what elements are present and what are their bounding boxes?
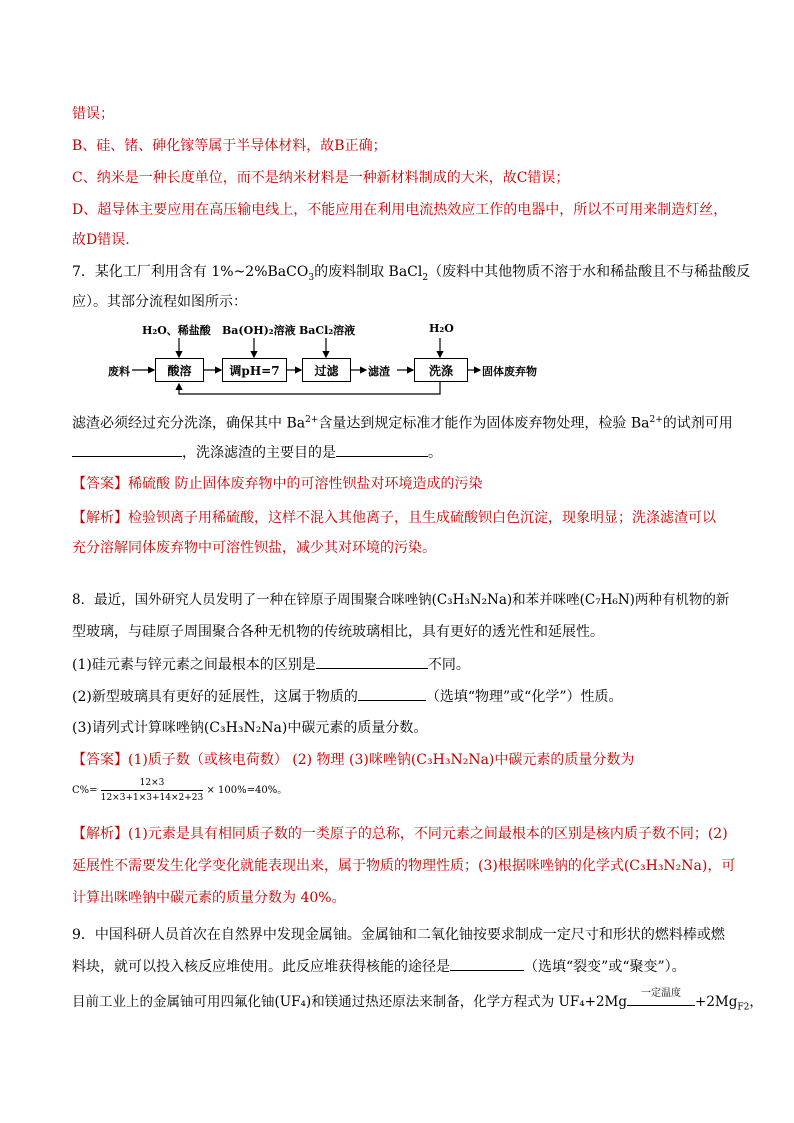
formula-rhs: × 100%=40% [206, 785, 278, 796]
q8-formula [72, 776, 287, 805]
q9-text: （选填“裂变”或“聚变”）。 [524, 959, 686, 975]
flow-add-water: H₂O [429, 322, 454, 335]
formula-numerator: 12×3 [101, 776, 204, 791]
flow-input-waste: 废料 [108, 365, 130, 378]
q9-line-1: 9．中国科研人员首次在自然界中发现金属铀。金属铀和二氧化铀按要求制成一定尺寸和形状的燃料棒或燃 [72, 927, 725, 943]
flow-add-bacl2: BaCl₂溶液 [299, 324, 356, 337]
q7-text: ，洗涤滤渣的主要目的是 [182, 445, 336, 461]
subscript: 3 [308, 272, 315, 283]
prev-line-d2: 故D错误. [72, 232, 130, 248]
answer-blank [316, 654, 428, 669]
formula-denominator: 12×3+1×3+14×2+23 [100, 793, 204, 803]
analysis-tag: 【解析】 [72, 826, 128, 842]
reaction-arrow [627, 988, 695, 1006]
answer-blank [72, 442, 182, 457]
q7-line-2: 应）。其部分流程如图所示： [72, 294, 247, 310]
flow-box-filter: 过滤 [302, 358, 351, 382]
q8-text: (1)硅元素与锌元素之间最根本的区别是 [72, 657, 316, 673]
q9-text: ， [749, 994, 763, 1010]
q7-text: 。 [428, 445, 442, 461]
q8-text: （选填“物理”或“化学”）性质。 [425, 689, 623, 705]
q7-line-3 [72, 410, 733, 434]
flow-box-adjust-ph: 调pH=7 [222, 358, 287, 382]
q9-text: 目前工业上的金属铀可用四氟化铀(UF₄)和镁通过热还原法来制备，化学方程式为 UF₄+2Mg [72, 994, 628, 1010]
prev-line-b: B、硅、锗、砷化镓等属于半导体材料，故B正确； [72, 138, 387, 154]
q8-answer [72, 750, 634, 770]
subscript: F2 [737, 1002, 750, 1013]
superscript: 2+ [649, 415, 663, 425]
q8-analysis-3: 计算出咪唑钠中碳元素的质量分数为 40%。 [72, 890, 346, 906]
q8-analysis-1 [72, 824, 728, 844]
q8-sub-1 [72, 654, 470, 675]
q7-line-1 [72, 262, 750, 288]
q7-line-4 [72, 442, 442, 463]
q7-text: 滤渣必须经过充分洗涤，确保其中 Ba [72, 415, 306, 432]
flow-box-wash: 洗涤 [414, 358, 468, 382]
prev-line-1: 错误； [72, 106, 114, 122]
subscript: 2 [422, 272, 429, 283]
q7-text: 7．某化工厂利用含有 1%~2%BaCO [72, 264, 309, 280]
flow-box-acid-dissolve: 酸溶 [155, 358, 204, 382]
q8-sub-2 [72, 686, 622, 707]
flow-mid-residue: 滤渣 [368, 365, 390, 378]
answer-text: (1)质子数（或核电荷数） (2) 物理 (3)咪唑钠(C₃H₃N₂Na)中碳元素的质量分数为 [128, 752, 635, 768]
q9-text: 料块，就可以投入核反应堆使用。此反应堆获得核能的途径是 [72, 959, 450, 975]
reaction-condition: 一定温度 [641, 988, 682, 999]
q8-line-2: 型玻璃，与硅原子周围聚合各种无机物的传统玻璃相比，具有更好的透光性和延展性。 [72, 624, 604, 640]
formula-lhs: C%= [72, 785, 98, 796]
q8-text: 不同。 [427, 657, 470, 673]
flow-output-solid-waste: 固体废弃物 [482, 365, 537, 378]
prev-line-d1: D、超导体主要应用在高压输电线上，不能应用在利用电流热效应工作的电器中，所以不可用来制造灯丝， [72, 202, 728, 218]
process-flow-chart [100, 320, 600, 400]
q7-text: 的试剂可用 [662, 415, 733, 432]
flow-add-water-hcl: H₂O、稀盐酸 [142, 324, 211, 337]
q7-text: 含量达到规定标准才能作为固体废弃物处理，检验 Ba [318, 415, 650, 432]
answer-tag: 【答案】 [72, 476, 128, 492]
analysis-text: (1)元素是具有相同质子数的一类原子的总称，不同元素之间最根本的区别是核内质子数不同；(2) [128, 826, 728, 842]
q7-text: 的废料制取 BaCl [314, 264, 423, 280]
answer-tag: 【答案】 [72, 752, 128, 768]
q8-line-1: 8．最近，国外研究人员发明了一种在锌原子周围聚合咪唑钠(C₃H₃N₂Na)和苯并咪唑(C₇H₆N)两种有机物的新 [72, 592, 730, 608]
superscript: 2+ [305, 415, 319, 425]
analysis-text: 检验钡离子用稀硫酸，这样不混入其他离子，且生成硫酸钡白色沉淀，现象明显；洗涤滤渣可以 [128, 510, 716, 526]
prev-line-c: C、纳米是一种长度单位，而不是纳米材料是一种新材料制成的大米，故C错误； [72, 170, 570, 186]
q8-analysis-2: 延展性不需要发生化学变化就能表现出来，属于物质的物理性质；(3)根据咪唑钠的化学式(C₃H₃N₂Na)，可 [72, 858, 736, 874]
answer-text: 稀硫酸 防止固体废弃物中的可溶性钡盐对环境造成的污染 [128, 476, 483, 492]
q9-text: +2Mg [695, 994, 738, 1010]
q7-answer [72, 474, 482, 494]
q8-sub-3: (3)请列式计算咪唑钠(C₃H₃N₂Na)中碳元素的质量分数。 [72, 720, 428, 736]
q7-analysis-1 [72, 508, 716, 528]
answer-blank [450, 956, 524, 971]
q8-text: (2)新型玻璃具有更好的延展性，这属于物质的 [72, 689, 358, 705]
q7-text: （废料中其他物质不溶于水和稀盐酸且不与稀盐酸反 [428, 264, 751, 280]
answer-blank [336, 442, 428, 457]
formula-fraction [101, 776, 204, 805]
flow-add-baoh2: Ba(OH)₂溶液 [222, 324, 296, 337]
answer-blank [358, 686, 426, 701]
q7-analysis-2: 充分溶解同体废弃物中可溶性钡盐，减少其对环境的污染。 [72, 540, 436, 556]
analysis-tag: 【解析】 [72, 510, 128, 526]
q9-line-2 [72, 956, 686, 977]
formula-end: 。 [277, 785, 288, 796]
q9-line-3 [72, 988, 763, 1018]
